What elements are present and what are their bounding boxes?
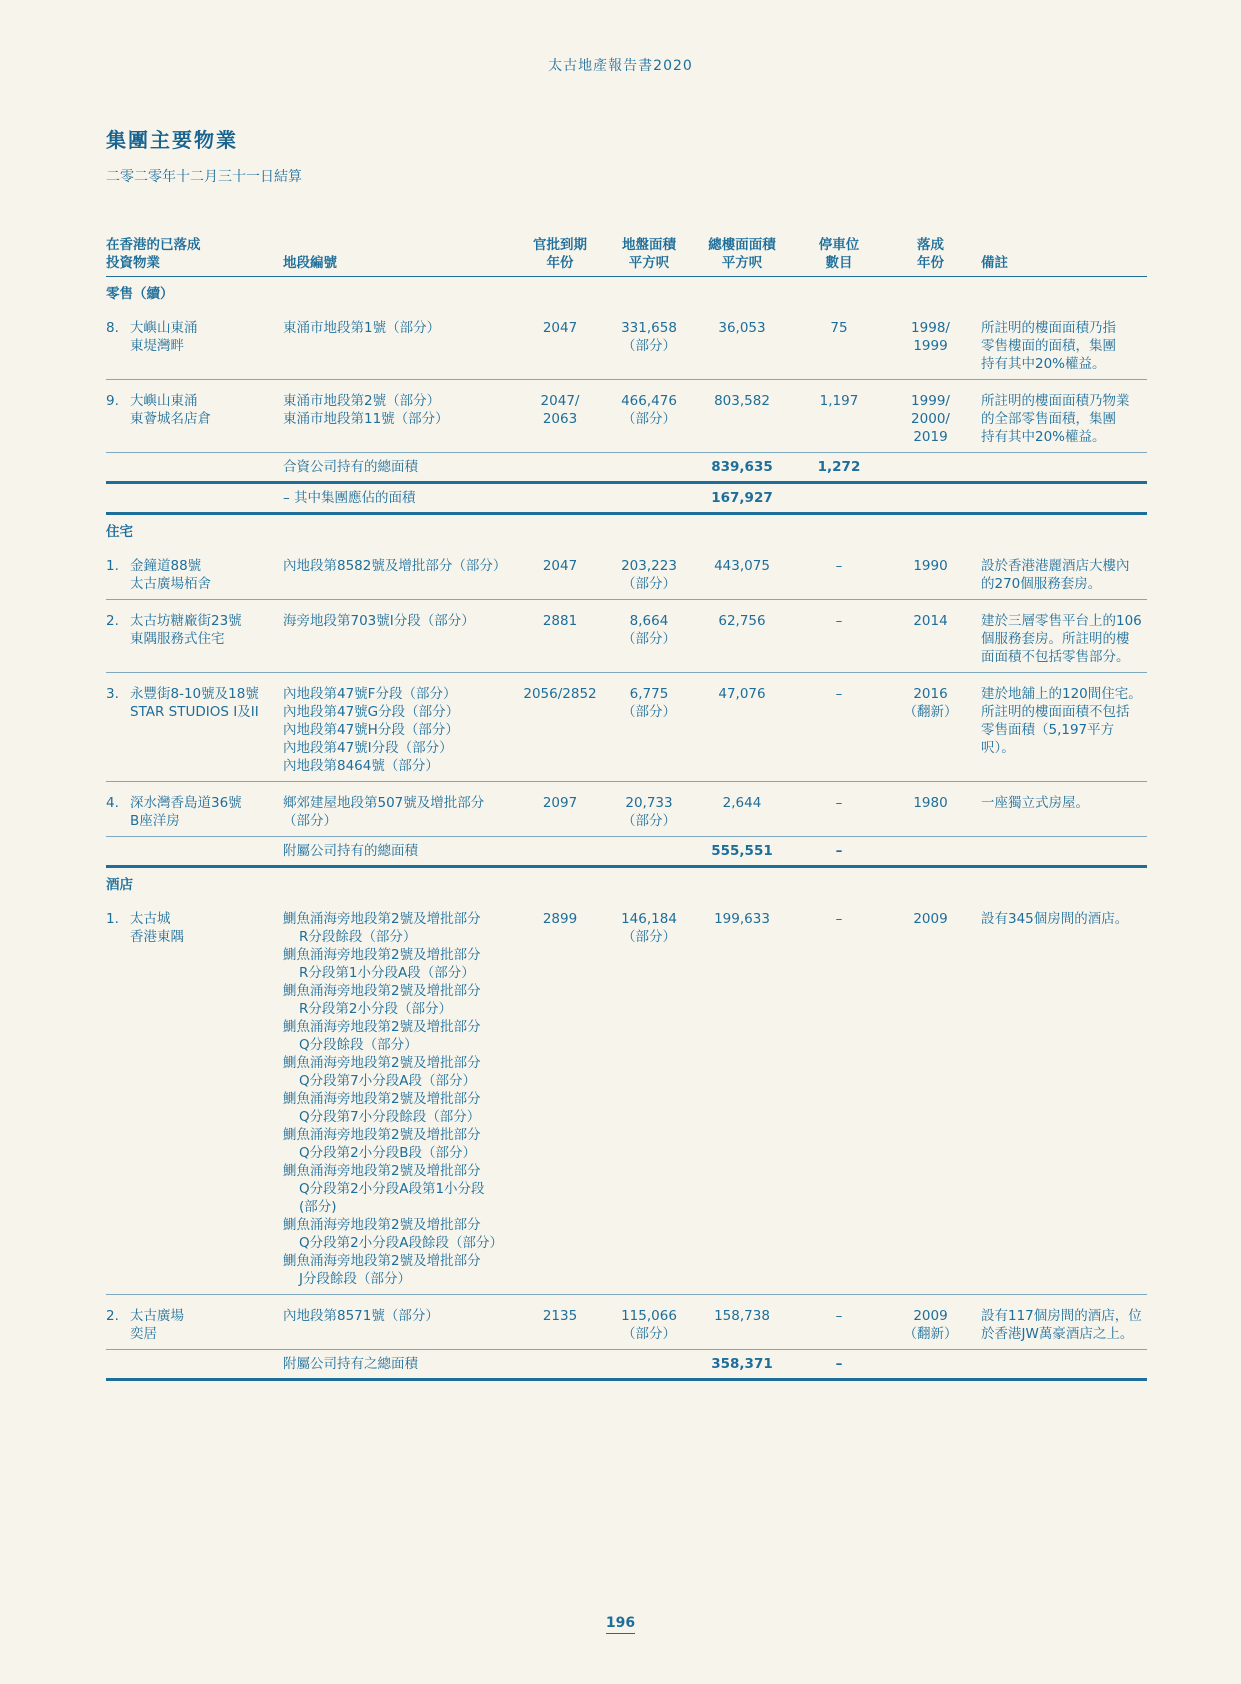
lot-line: J分段餘段（部分） [299,1271,411,1287]
parking-spaces: 75 [790,307,888,380]
parking-spaces: – [790,673,888,782]
site-area: 203,223 （部分） [604,545,694,600]
table-row [106,307,1147,380]
gross-floor-area: 2,644 [722,795,762,811]
header-lot: 地段編號 [283,232,516,277]
row-number: 1. [106,558,119,574]
site-area: 146,184 （部分） [604,898,694,1295]
table-row [106,782,1147,837]
page-title: 集團主要物業 [106,128,238,152]
lot-line: 鰂魚涌海旁地段第2號及增批部分 [283,1217,481,1233]
total-gfa: 167,927 [694,483,790,514]
site-area: 8,664 （部分） [604,600,694,673]
lot-line: Q分段第7小分段餘段（部分） [299,1109,481,1125]
lot-line: 鰂魚涌海旁地段第2號及增批部分 [283,947,481,963]
total-gfa: 839,635 [694,453,790,483]
lease-expiry: 2047 [516,545,604,600]
table-row [106,600,1147,673]
lot-number: 內地段第8582號及增批部分（部分） [283,545,516,600]
lot-line: Q分段第2小分段A段餘段（部分） [299,1235,503,1251]
properties-table [106,232,1147,1381]
total-gfa: 358,371 [694,1350,790,1380]
table-row [106,545,1147,600]
site-area: 331,658 （部分） [604,307,694,380]
row-number: 9. [106,393,119,409]
property-name: 太古廣場 奕居 [130,1308,184,1342]
parking-spaces: – [835,1308,843,1324]
lot-line: 鰂魚涌海旁地段第2號及增批部分 [283,1019,481,1035]
completion-year: 2009 （翻新） [903,1308,958,1342]
total-label: 合資公司持有的總面積 [283,453,516,483]
table-row [106,380,1147,453]
section-retail [106,277,1147,308]
lot-line: 鰂魚涌海旁地段第2號及增批部分 [283,1055,481,1071]
lot-line: Q分段餘段（部分） [299,1037,418,1053]
page-number-text: 196 [606,1615,635,1634]
remarks: 建於三層零售平台上的106 個服務套房。所註明的樓 面面積不包括零售部分。 [973,600,1147,673]
lot-line: (部分) [299,1199,337,1215]
page-subtitle: 二零二零年十二月三十一日結算 [106,169,302,185]
total-label: 附屬公司持有的總面積 [283,837,516,867]
section-residential [106,514,1147,546]
total-row [106,837,1147,867]
lot-number: 東涌市地段第1號（部分） [283,307,516,380]
page-number [0,1615,1241,1631]
table-row [106,898,1147,1295]
table-row [106,1295,1147,1350]
property-name: 大嶼山東涌 東薈城名店倉 [130,393,211,427]
row-number: 1. [106,911,119,927]
lot-line: 鰂魚涌海旁地段第2號及增批部分 [283,983,481,999]
parking-spaces: – [835,795,843,811]
lease-expiry: 2135 [542,1308,578,1324]
lot-line: Q分段第2小分段B段（部分） [299,1145,476,1161]
lot-line: R分段第1小分段A段（部分） [299,965,475,981]
lease-expiry: 2899 [516,898,604,1295]
completion-year: 1980 [913,795,948,811]
section-hotels [106,867,1147,899]
site-area: 6,775 （部分） [604,673,694,782]
row-number: 2. [106,613,119,629]
remarks: 所註明的樓面面積乃指 零售樓面的面積，集團 持有其中20%權益。 [973,307,1147,380]
gross-floor-area: 803,582 [714,393,770,409]
lot-line: 鰂魚涌海旁地段第2號及增批部分 [283,1091,481,1107]
lease-expiry: 2056/2852 [516,673,604,782]
completion-year: 1998/ 1999 [888,307,973,380]
parking-spaces: – [790,600,888,673]
parking-spaces: 1,197 [819,393,859,409]
gross-floor-area: 158,738 [714,1308,770,1324]
lot-line: 鰂魚涌海旁地段第2號及增批部分 [283,1163,481,1179]
header-site-area: 地盤面積 平方呎 [604,232,694,277]
completion-year: 2016 （翻新） [888,673,973,782]
total-gfa: 555,551 [694,837,790,867]
total-label: – 其中集團應佔的面積 [283,483,516,514]
header-row [106,232,1147,277]
total-parking: – [790,837,888,867]
lot-line: R分段第2小分段（部分） [299,1001,452,1017]
row-number: 2. [106,1308,119,1324]
remarks: 設於香港港麗酒店大樓內 的270個服務套房。 [973,545,1147,600]
lot-number: 內地段第47號F分段（部分） 內地段第47號G分段（部分） 內地段第47號H分段（部分） 內地段第47號I分段（部分） 內地段第8464號（部分） [283,673,516,782]
site-area: 466,476 （部分） [621,393,677,427]
lot-number: 內地段第8571號（部分） [283,1308,439,1324]
total-label: 附屬公司持有之總面積 [283,1350,516,1380]
completion-year: 1990 [888,545,973,600]
lot-number: 東涌市地段第2號（部分） 東涌市地段第11號（部分） [283,393,449,427]
lot-number: 鄉郊建屋地段第507號及增批部分 （部分） [283,795,485,829]
header-completion: 落成 年份 [888,232,973,277]
lease-expiry: 2097 [542,795,578,811]
gross-floor-area: 36,053 [694,307,790,380]
site-area: 115,066 （部分） [621,1308,677,1342]
total-row [106,453,1147,483]
lot-number: 海旁地段第703號I分段（部分） [283,600,516,673]
property-name: 太古坊糖廠街23號 東隅服務式住宅 [130,613,242,647]
completion-year: 1999/ 2000/ 2019 [911,393,950,445]
lease-expiry: 2047 [516,307,604,380]
completion-year: 2009 [888,898,973,1295]
total-row [106,1350,1147,1380]
row-number: 8. [106,320,119,336]
gross-floor-area: 199,633 [694,898,790,1295]
parking-spaces: – [790,898,888,1295]
section-heading: 零售（續） [106,286,174,302]
property-name: 永豐街8-10號及18號 STAR STUDIOS I及II [130,686,259,720]
site-area: 20,733 （部分） [622,795,676,829]
property-name: 深水灣香島道36號 B座洋房 [130,795,242,829]
gross-floor-area: 47,076 [694,673,790,782]
property-name: 金鐘道88號 太古廣場栢舍 [130,558,211,592]
completion-year: 2014 [888,600,973,673]
property-name: 大嶼山東涌 東堤灣畔 [130,320,198,354]
header-gfa: 總樓面面積 平方呎 [694,232,790,277]
lot-line: 鰂魚涌海旁地段第2號及增批部分 [283,1253,481,1269]
section-heading: 酒店 [106,877,133,893]
lot-number-list [283,898,516,1295]
header-property: 在香港的已落成 投資物業 [106,232,283,277]
lot-line: Q分段第2小分段A段第1小分段 [299,1181,485,1197]
parking-spaces: – [790,545,888,600]
lot-line: 鰂魚涌海旁地段第2號及增批部分 [283,1127,481,1143]
section-heading: 住宅 [106,524,133,540]
header-parking: 停車位 數目 [790,232,888,277]
remarks: 設有117個房間的酒店，位 於香港JW萬豪酒店之上。 [981,1308,1142,1342]
header-lease: 官批到期 年份 [516,232,604,277]
table-row [106,673,1147,782]
running-head: 太古地產報告書2020 [548,58,693,74]
row-number: 4. [106,795,119,811]
row-number: 3. [106,686,119,702]
lease-expiry: 2047/ 2063 [540,393,580,427]
total-parking: 1,272 [790,453,888,483]
remarks: 所註明的樓面面積乃物業 的全部零售面積，集團 持有其中20%權益。 [981,393,1130,445]
property-name: 太古城 香港東隅 [130,911,184,945]
lot-line: R分段餘段（部分） [299,929,417,945]
total-parking: – [790,1350,888,1380]
remarks: 建於地舖上的120間住宅。 所註明的樓面面積不包括 零售面積（5,197平方呎）。 [973,673,1147,782]
header-remarks: 備註 [973,232,1147,277]
gross-floor-area: 62,756 [694,600,790,673]
lot-line: 鰂魚涌海旁地段第2號及增批部分 [283,911,481,927]
remarks: 設有345個房間的酒店。 [973,898,1147,1295]
lot-line: Q分段第7小分段A段（部分） [299,1073,476,1089]
lease-expiry: 2881 [516,600,604,673]
gross-floor-area: 443,075 [694,545,790,600]
total-row [106,483,1147,514]
remarks: 一座獨立式房屋。 [981,795,1089,811]
